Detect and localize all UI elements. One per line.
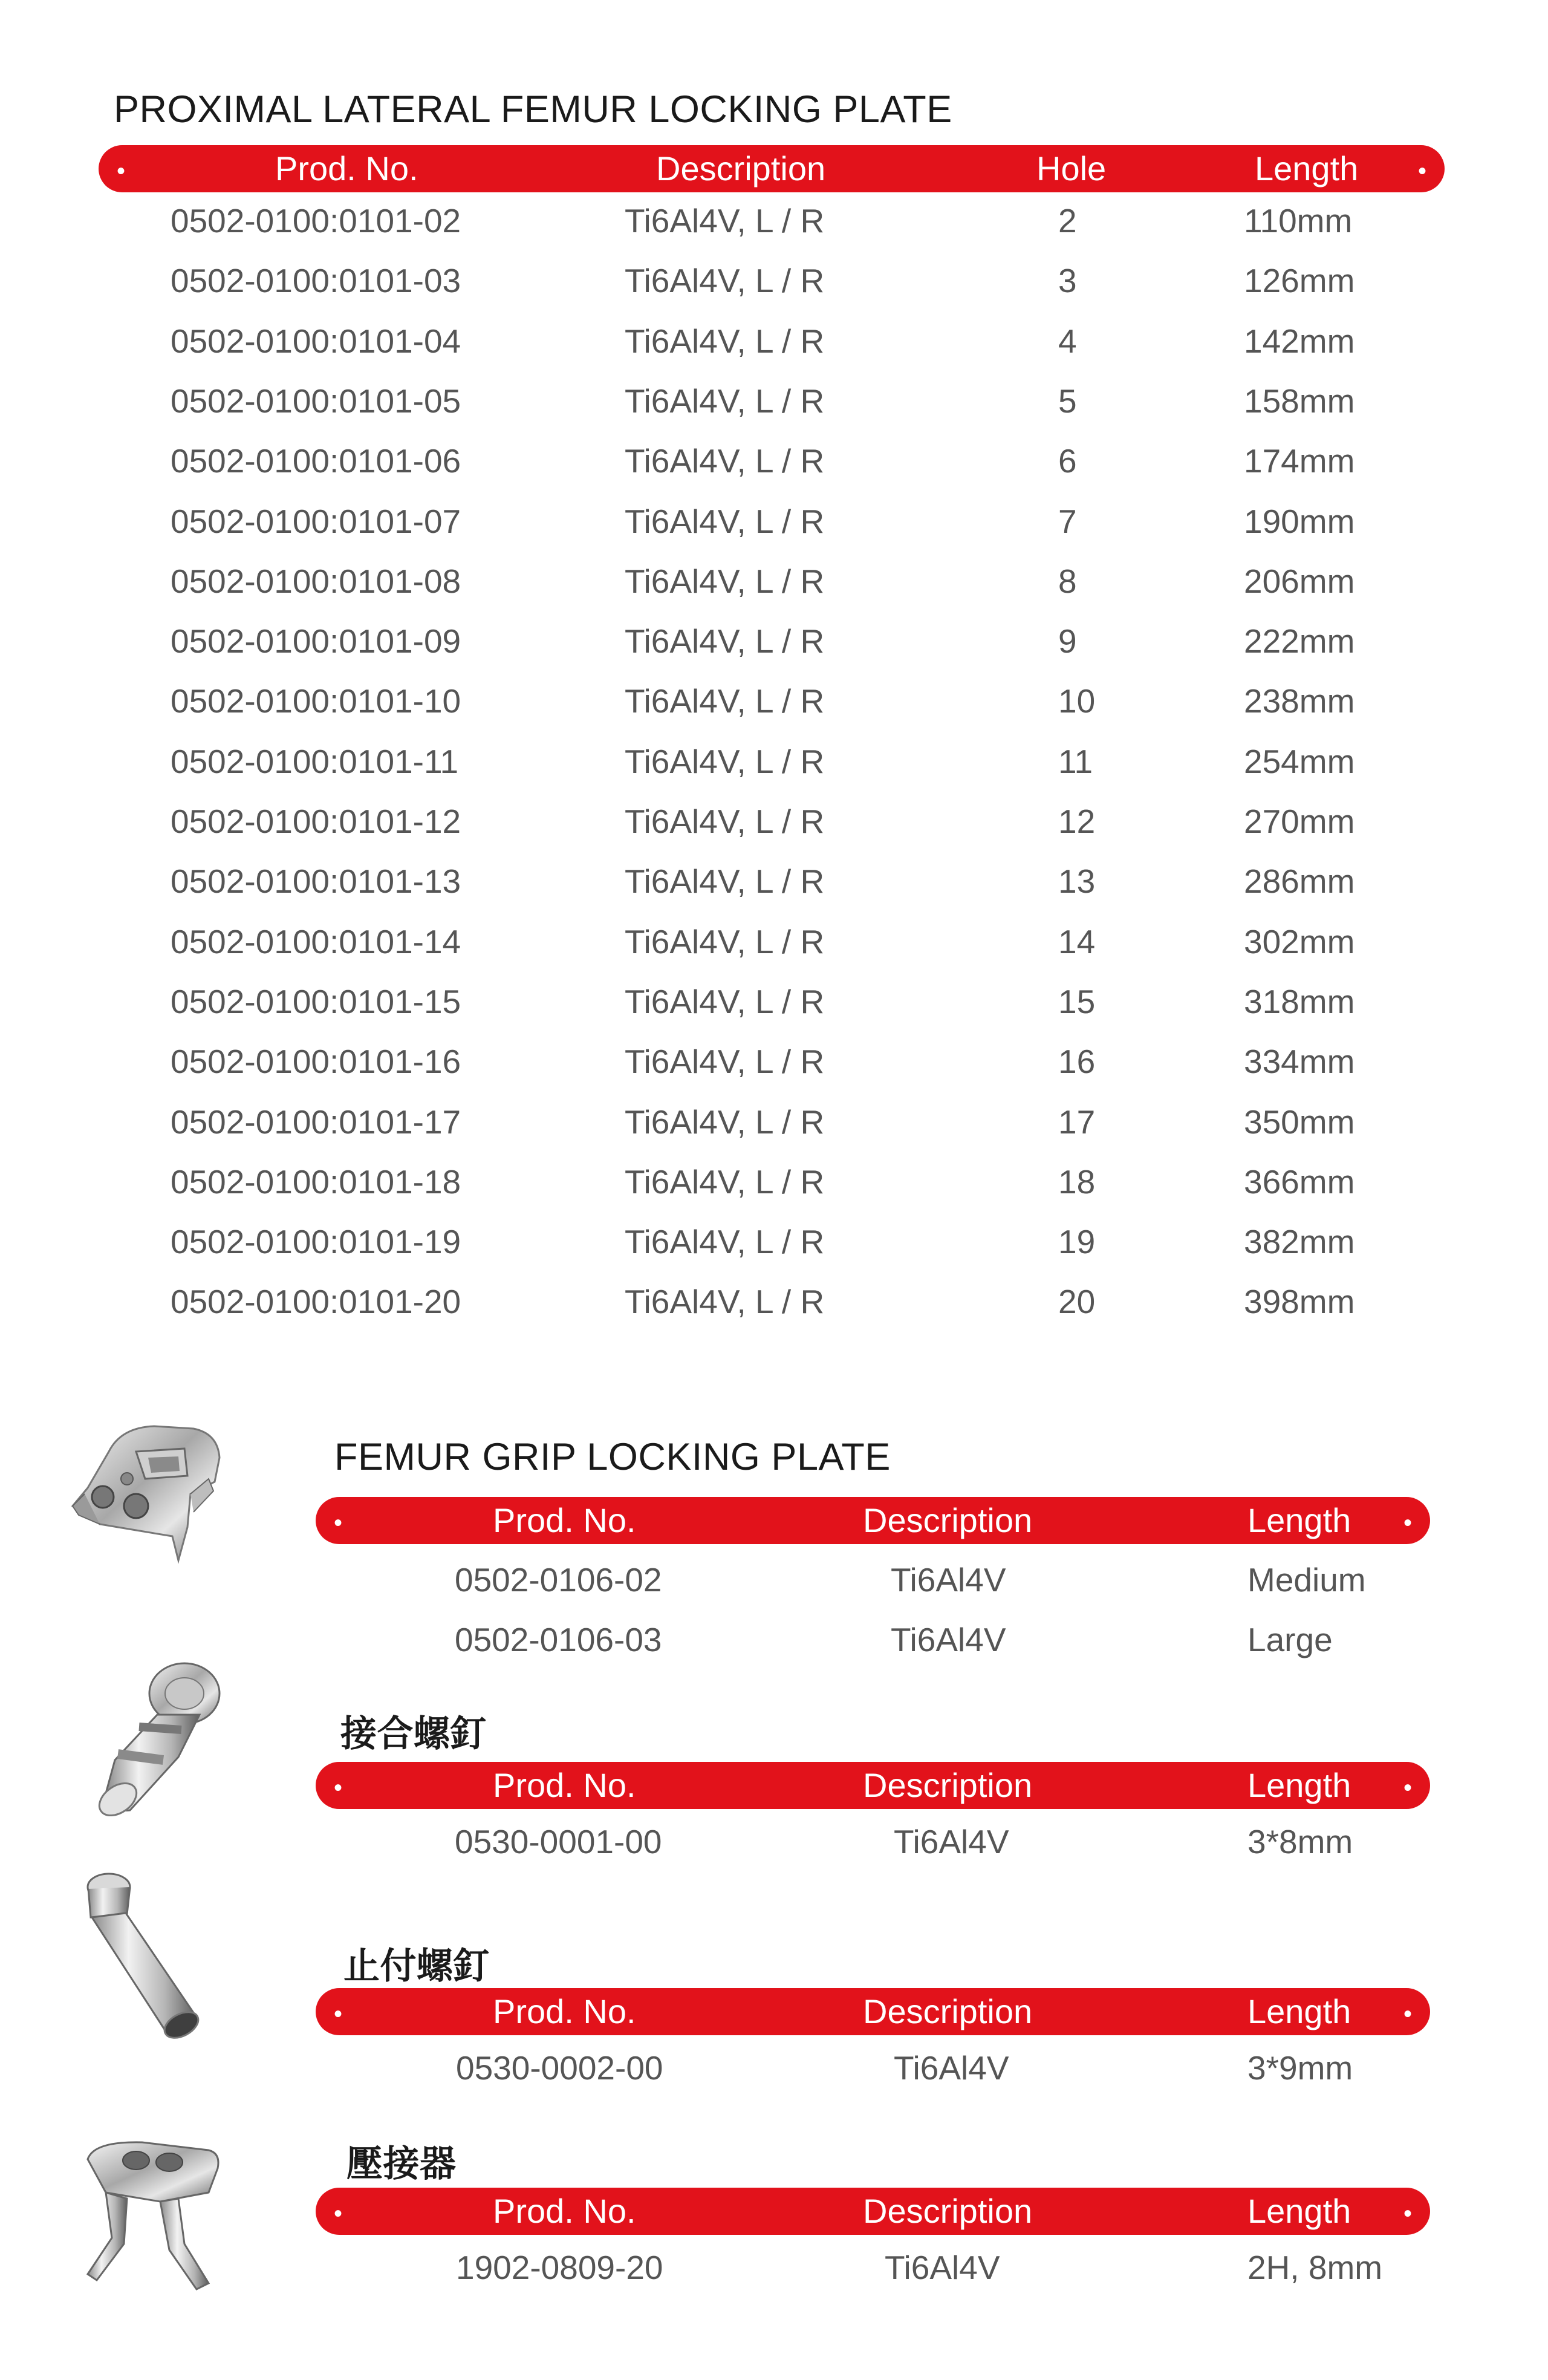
proximal-row-10-hole: 11 xyxy=(1058,743,1093,780)
proximal-row-15-hole: 16 xyxy=(1058,1043,1096,1080)
proximal-row-9-length: 238mm xyxy=(1244,682,1355,720)
joint-screw-title: 接合螺釘 xyxy=(340,1713,487,1755)
header-bullet-right: • xyxy=(1417,158,1426,184)
header-prod-no: Prod. No. xyxy=(493,1501,636,1539)
header-description: Description xyxy=(863,1501,1033,1539)
proximal-table-header xyxy=(99,145,1445,192)
proximal-row-5-length: 174mm xyxy=(1244,442,1355,480)
proximal-row-2-prod: 0502-0100:0101-03 xyxy=(171,262,461,299)
header-prod-no: Prod. No. xyxy=(493,1992,636,2030)
header-length: Length xyxy=(1247,1766,1351,1804)
proximal-row-7-hole: 8 xyxy=(1058,562,1077,600)
header-bullet-right: • xyxy=(1403,1510,1412,1536)
grip-row-1-prod: 0502-0106-02 xyxy=(455,1561,662,1599)
compressor-row-1-prod: 1902-0809-20 xyxy=(456,2249,663,2286)
proximal-row-6-hole: 7 xyxy=(1058,503,1077,540)
proximal-row-3-hole: 4 xyxy=(1058,322,1077,360)
proximal-row-18-length: 382mm xyxy=(1244,1223,1355,1260)
proximal-row-8-hole: 9 xyxy=(1058,622,1077,660)
proximal-row-14-desc: Ti6Al4V, L / R xyxy=(625,983,825,1020)
proximal-row-18-prod: 0502-0100:0101-19 xyxy=(171,1223,461,1260)
joint-screw-row-1-desc: Ti6Al4V xyxy=(894,1823,1009,1860)
joint-screw-image xyxy=(73,1654,230,1824)
compressor-table-header xyxy=(316,2188,1430,2235)
proximal-row-15-desc: Ti6Al4V, L / R xyxy=(625,1043,825,1080)
joint-screw-row-1-length: 3*8mm xyxy=(1247,1823,1353,1860)
compressor-title: 壓接器 xyxy=(346,2143,457,2185)
header-bullet-left: • xyxy=(334,2200,343,2227)
proximal-row-1-hole: 2 xyxy=(1058,202,1077,240)
proximal-row-5-desc: Ti6Al4V, L / R xyxy=(625,442,825,480)
header-bullet-right: • xyxy=(1403,1775,1412,1801)
femur-grip-plate-image xyxy=(63,1415,227,1567)
proximal-row-12-desc: Ti6Al4V, L / R xyxy=(625,862,825,900)
proximal-row-4-prod: 0502-0100:0101-05 xyxy=(171,382,461,420)
proximal-row-7-prod: 0502-0100:0101-08 xyxy=(171,562,461,600)
proximal-row-9-prod: 0502-0100:0101-10 xyxy=(171,682,461,720)
proximal-section-title: PROXIMAL LATERAL FEMUR LOCKING PLATE xyxy=(114,88,952,131)
proximal-row-14-hole: 15 xyxy=(1058,983,1096,1020)
grip-row-2-desc: Ti6Al4V xyxy=(891,1621,1006,1658)
header-length: Length xyxy=(1255,149,1359,187)
proximal-row-3-prod: 0502-0100:0101-04 xyxy=(171,322,461,360)
proximal-row-16-length: 350mm xyxy=(1244,1103,1355,1141)
proximal-row-8-prod: 0502-0100:0101-09 xyxy=(171,622,461,660)
proximal-row-17-prod: 0502-0100:0101-18 xyxy=(171,1163,461,1201)
proximal-row-19-length: 398mm xyxy=(1244,1283,1355,1320)
proximal-row-13-hole: 14 xyxy=(1058,923,1096,960)
header-bullet-right: • xyxy=(1403,2200,1412,2227)
proximal-row-18-hole: 19 xyxy=(1058,1223,1096,1260)
proximal-row-11-desc: Ti6Al4V, L / R xyxy=(625,803,825,840)
proximal-row-17-hole: 18 xyxy=(1058,1163,1096,1201)
proximal-row-7-desc: Ti6Al4V, L / R xyxy=(625,562,825,600)
stop-screw-image xyxy=(73,1866,224,2047)
compressor-image xyxy=(70,2135,233,2298)
proximal-row-10-length: 254mm xyxy=(1244,743,1355,780)
grip-row-2-length: Large xyxy=(1247,1621,1333,1658)
header-hole: Hole xyxy=(1036,149,1107,187)
proximal-row-6-length: 190mm xyxy=(1244,503,1355,540)
joint-screw-row-1-prod: 0530-0001-00 xyxy=(455,1823,662,1860)
proximal-row-12-prod: 0502-0100:0101-13 xyxy=(171,862,461,900)
proximal-row-9-hole: 10 xyxy=(1058,682,1096,720)
proximal-row-4-desc: Ti6Al4V, L / R xyxy=(625,382,825,420)
stop-screw-row-1-prod: 0530-0002-00 xyxy=(456,2049,663,2087)
proximal-row-11-prod: 0502-0100:0101-12 xyxy=(171,803,461,840)
grip-row-1-desc: Ti6Al4V xyxy=(891,1561,1006,1599)
proximal-row-2-desc: Ti6Al4V, L / R xyxy=(625,262,825,299)
proximal-row-15-length: 334mm xyxy=(1244,1043,1355,1080)
proximal-row-10-desc: Ti6Al4V, L / R xyxy=(625,743,825,780)
proximal-row-14-prod: 0502-0100:0101-15 xyxy=(171,983,461,1020)
proximal-row-16-hole: 17 xyxy=(1058,1103,1096,1141)
header-length: Length xyxy=(1247,2192,1351,2230)
proximal-row-10-prod: 0502-0100:0101-11 xyxy=(171,743,459,780)
header-prod-no: Prod. No. xyxy=(275,149,418,187)
stop-screw-table-header xyxy=(316,1988,1430,2035)
proximal-row-6-desc: Ti6Al4V, L / R xyxy=(625,503,825,540)
proximal-row-19-hole: 20 xyxy=(1058,1283,1096,1320)
header-bullet-left: • xyxy=(334,1510,343,1536)
grip-row-1-length: Medium xyxy=(1247,1561,1366,1599)
proximal-row-14-length: 318mm xyxy=(1244,983,1355,1020)
header-prod-no: Prod. No. xyxy=(493,1766,636,1804)
proximal-row-16-desc: Ti6Al4V, L / R xyxy=(625,1103,825,1141)
proximal-row-3-desc: Ti6Al4V, L / R xyxy=(625,322,825,360)
header-length: Length xyxy=(1247,1992,1351,2030)
proximal-row-7-length: 206mm xyxy=(1244,562,1355,600)
proximal-row-12-length: 286mm xyxy=(1244,862,1355,900)
proximal-row-5-hole: 6 xyxy=(1058,442,1077,480)
proximal-row-11-length: 270mm xyxy=(1244,803,1355,840)
proximal-row-8-length: 222mm xyxy=(1244,622,1355,660)
stop-screw-row-1-length: 3*9mm xyxy=(1247,2049,1353,2087)
proximal-row-11-hole: 12 xyxy=(1058,803,1096,840)
stop-screw-row-1-desc: Ti6Al4V xyxy=(894,2049,1009,2087)
header-description: Description xyxy=(863,1992,1033,2030)
proximal-row-5-prod: 0502-0100:0101-06 xyxy=(171,442,461,480)
proximal-row-1-length: 110mm xyxy=(1244,202,1353,240)
header-description: Description xyxy=(863,2192,1033,2230)
proximal-row-13-length: 302mm xyxy=(1244,923,1355,960)
joint-screw-table-header xyxy=(316,1762,1430,1809)
proximal-row-2-length: 126mm xyxy=(1244,262,1355,299)
stop-screw-title: 止付螺釘 xyxy=(343,1945,490,1987)
compressor-row-1-desc: Ti6Al4V xyxy=(885,2249,1000,2286)
header-prod-no: Prod. No. xyxy=(493,2192,636,2230)
proximal-row-4-hole: 5 xyxy=(1058,382,1077,420)
header-length: Length xyxy=(1247,1501,1351,1539)
proximal-row-17-desc: Ti6Al4V, L / R xyxy=(625,1163,825,1201)
proximal-row-9-desc: Ti6Al4V, L / R xyxy=(625,682,825,720)
proximal-row-2-hole: 3 xyxy=(1058,262,1077,299)
header-bullet-left: • xyxy=(117,158,126,184)
header-description: Description xyxy=(863,1766,1033,1804)
proximal-row-8-desc: Ti6Al4V, L / R xyxy=(625,622,825,660)
header-description: Description xyxy=(656,149,826,187)
proximal-row-12-hole: 13 xyxy=(1058,862,1096,900)
proximal-row-13-prod: 0502-0100:0101-14 xyxy=(171,923,461,960)
proximal-row-4-length: 158mm xyxy=(1244,382,1355,420)
compressor-row-1-length: 2H, 8mm xyxy=(1247,2249,1383,2286)
proximal-row-19-prod: 0502-0100:0101-20 xyxy=(171,1283,461,1320)
proximal-row-18-desc: Ti6Al4V, L / R xyxy=(625,1223,825,1260)
proximal-row-13-desc: Ti6Al4V, L / R xyxy=(625,923,825,960)
header-bullet-left: • xyxy=(334,1775,343,1801)
proximal-row-19-desc: Ti6Al4V, L / R xyxy=(625,1283,825,1320)
header-bullet-left: • xyxy=(334,2001,343,2027)
proximal-row-1-prod: 0502-0100:0101-02 xyxy=(171,202,461,240)
proximal-row-1-desc: Ti6Al4V, L / R xyxy=(625,202,825,240)
proximal-row-15-prod: 0502-0100:0101-16 xyxy=(171,1043,461,1080)
grip-section-title: FEMUR GRIP LOCKING PLATE xyxy=(334,1436,891,1478)
proximal-row-16-prod: 0502-0100:0101-17 xyxy=(171,1103,461,1141)
grip-table-header xyxy=(316,1497,1430,1544)
proximal-row-6-prod: 0502-0100:0101-07 xyxy=(171,503,461,540)
proximal-row-17-length: 366mm xyxy=(1244,1163,1355,1201)
grip-row-2-prod: 0502-0106-03 xyxy=(455,1621,662,1658)
header-bullet-right: • xyxy=(1403,2001,1412,2027)
proximal-row-3-length: 142mm xyxy=(1244,322,1355,360)
